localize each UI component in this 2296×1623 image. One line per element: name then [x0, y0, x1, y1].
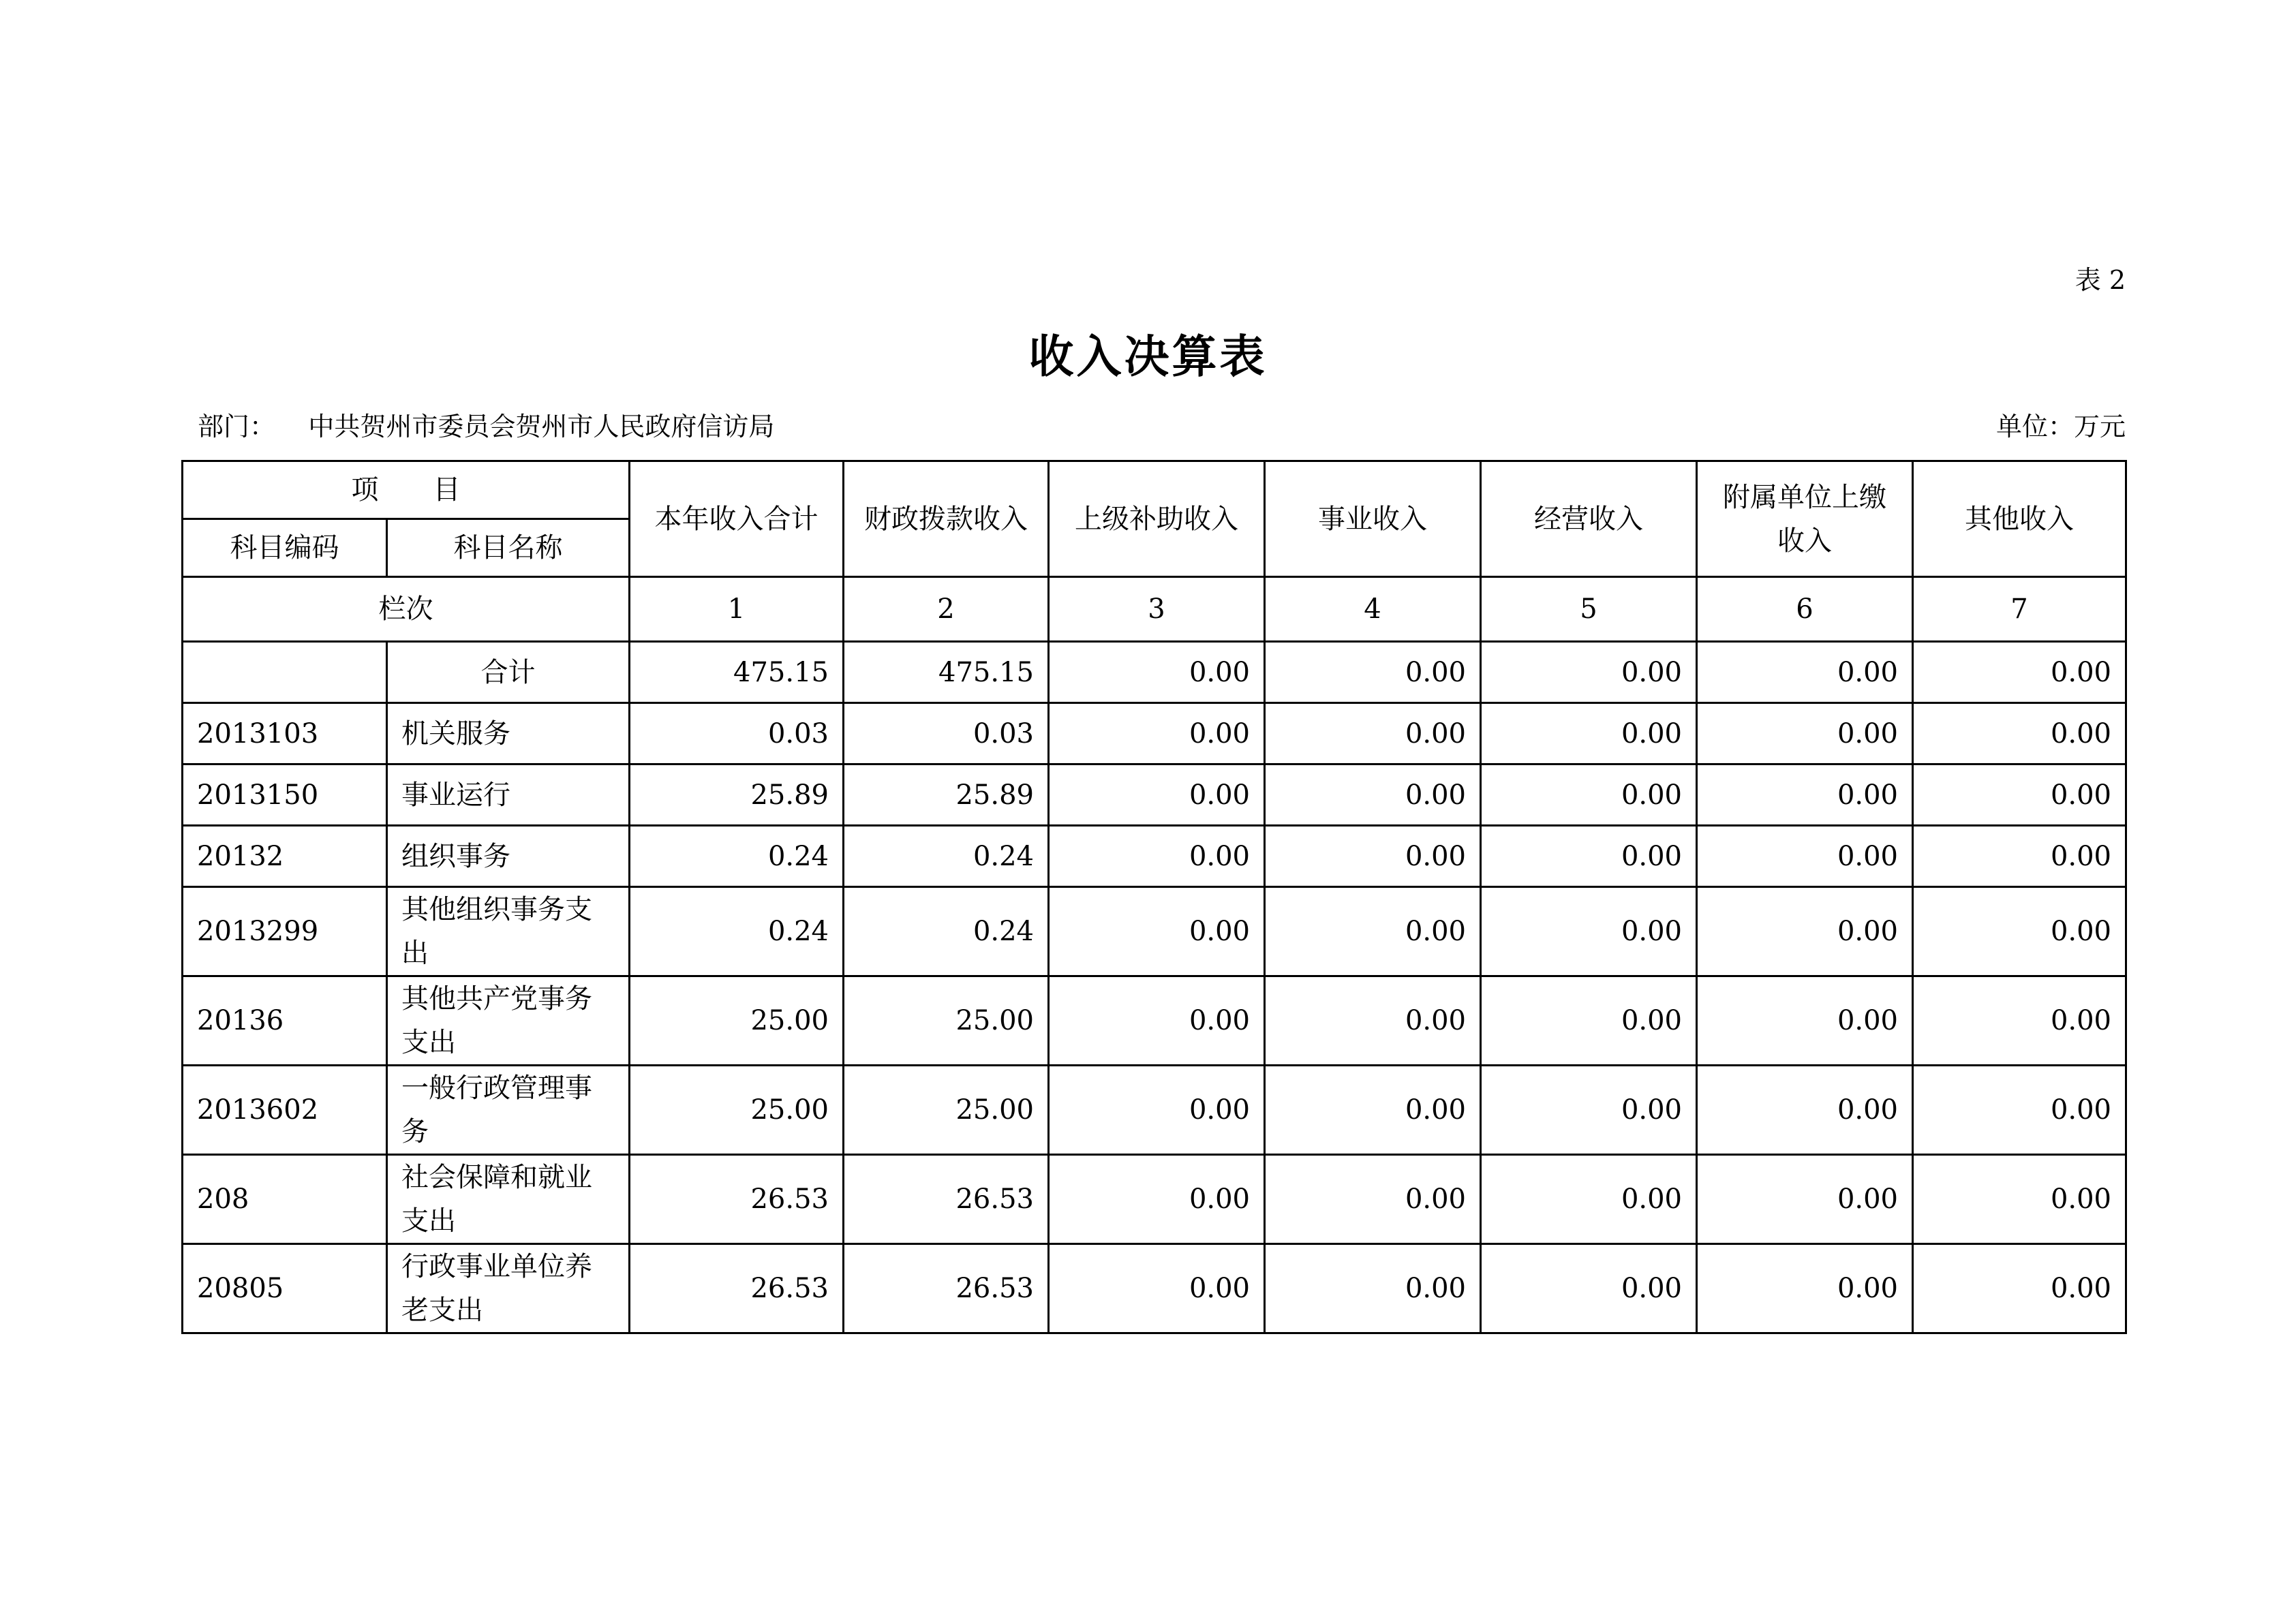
index-cell: 2	[844, 577, 1049, 642]
value-cell: 0.00	[1265, 887, 1481, 976]
header-col-3: 上级补助收入	[1049, 461, 1265, 577]
value-cell: 0.00	[1049, 703, 1265, 764]
subject-code: 2013299	[183, 887, 387, 976]
value-cell: 0.00	[1697, 1244, 1913, 1333]
header-col-2: 财政拨款收入	[844, 461, 1049, 577]
value-cell: 0.00	[1049, 764, 1265, 826]
index-cell: 1	[630, 577, 844, 642]
subject-code	[183, 642, 387, 703]
department-line	[198, 405, 774, 443]
subject-name: 其他组织事务支出	[387, 887, 630, 976]
subject-name: 合计	[387, 642, 630, 703]
table-row	[183, 764, 2126, 826]
value-cell: 0.00	[1049, 1244, 1265, 1333]
index-label: 栏次	[183, 577, 630, 642]
value-cell: 0.00	[1265, 976, 1481, 1066]
value-cell: 0.24	[630, 887, 844, 976]
header-name: 科目名称	[387, 519, 630, 577]
value-cell: 0.00	[1481, 1244, 1697, 1333]
value-cell: 0.00	[1049, 1155, 1265, 1244]
table-row	[183, 826, 2126, 887]
value-cell: 0.24	[844, 887, 1049, 976]
subject-code: 2013602	[183, 1066, 387, 1155]
value-cell: 0.24	[630, 826, 844, 887]
value-cell: 0.00	[1265, 642, 1481, 703]
subject-name: 行政事业单位养老支出	[387, 1244, 630, 1333]
header-col-1: 本年收入合计	[630, 461, 844, 577]
value-cell: 0.00	[1913, 1155, 2126, 1244]
value-cell: 25.89	[630, 764, 844, 826]
value-cell: 0.00	[1913, 703, 2126, 764]
header-col-5: 经营收入	[1481, 461, 1697, 577]
value-cell: 0.00	[1913, 1244, 2126, 1333]
header-row	[183, 461, 2126, 519]
value-cell: 0.00	[1049, 1066, 1265, 1155]
table-row	[183, 1066, 2126, 1155]
value-cell: 0.00	[1697, 1155, 1913, 1244]
subject-name: 社会保障和就业支出	[387, 1155, 630, 1244]
value-cell: 475.15	[630, 642, 844, 703]
value-cell: 0.00	[1697, 1066, 1913, 1155]
value-cell: 0.00	[1481, 826, 1697, 887]
subject-code: 20132	[183, 826, 387, 887]
value-cell: 26.53	[630, 1155, 844, 1244]
value-cell: 0.00	[1913, 1066, 2126, 1155]
value-cell: 26.53	[844, 1155, 1049, 1244]
index-cell: 6	[1697, 577, 1913, 642]
table-row	[183, 887, 2126, 976]
value-cell: 0.00	[1697, 976, 1913, 1066]
subject-name: 其他共产党事务支出	[387, 976, 630, 1066]
value-cell: 0.00	[1481, 642, 1697, 703]
index-row	[183, 577, 2126, 642]
header-col-7: 其他收入	[1913, 461, 2126, 577]
value-cell: 0.00	[1481, 703, 1697, 764]
value-cell: 0.00	[1913, 887, 2126, 976]
income-table	[181, 460, 2127, 1334]
table-number: 表 2	[2075, 265, 2126, 295]
value-cell: 0.00	[1913, 826, 2126, 887]
header-code: 科目编码	[183, 519, 387, 577]
table-row	[183, 703, 2126, 764]
value-cell: 26.53	[630, 1244, 844, 1333]
department-label: 部门：	[198, 412, 276, 442]
value-cell: 0.00	[1049, 976, 1265, 1066]
subject-name: 事业运行	[387, 764, 630, 826]
value-cell: 0.03	[844, 703, 1049, 764]
value-cell: 25.00	[630, 976, 844, 1066]
table-row	[183, 1244, 2126, 1333]
header-item: 项 目	[183, 461, 630, 519]
value-cell: 0.00	[1265, 764, 1481, 826]
header-col-4: 事业收入	[1265, 461, 1481, 577]
subject-code: 2013150	[183, 764, 387, 826]
subject-code: 2013103	[183, 703, 387, 764]
table-row	[183, 642, 2126, 703]
value-cell: 0.00	[1265, 826, 1481, 887]
department-name: 中共贺州市委员会贺州市人民政府信访局	[308, 412, 775, 442]
unit-label: 单位：万元	[1995, 412, 2126, 442]
table-row	[183, 1155, 2126, 1244]
value-cell: 25.00	[844, 976, 1049, 1066]
value-cell: 0.00	[1697, 826, 1913, 887]
table-row	[183, 976, 2126, 1066]
value-cell: 0.00	[1049, 826, 1265, 887]
value-cell: 0.00	[1049, 642, 1265, 703]
value-cell: 0.00	[1697, 764, 1913, 826]
value-cell: 0.00	[1913, 976, 2126, 1066]
value-cell: 25.00	[844, 1066, 1049, 1155]
value-cell: 0.00	[1481, 1066, 1697, 1155]
value-cell: 0.00	[1049, 887, 1265, 976]
value-cell: 0.00	[1697, 642, 1913, 703]
subject-code: 20136	[183, 976, 387, 1066]
value-cell: 0.24	[844, 826, 1049, 887]
index-cell: 4	[1265, 577, 1481, 642]
value-cell: 26.53	[844, 1244, 1049, 1333]
subject-code: 208	[183, 1155, 387, 1244]
page-title: 收入决算表	[1028, 330, 1268, 383]
value-cell: 0.00	[1913, 642, 2126, 703]
value-cell: 0.00	[1265, 1244, 1481, 1333]
value-cell: 0.00	[1481, 1155, 1697, 1244]
value-cell: 475.15	[844, 642, 1049, 703]
subject-name: 机关服务	[387, 703, 630, 764]
value-cell: 0.03	[630, 703, 844, 764]
index-cell: 7	[1913, 577, 2126, 642]
index-cell: 3	[1049, 577, 1265, 642]
header-col-6: 附属单位上缴收入	[1697, 461, 1913, 577]
subject-code: 20805	[183, 1244, 387, 1333]
value-cell: 0.00	[1265, 1155, 1481, 1244]
subject-name: 一般行政管理事务	[387, 1066, 630, 1155]
subject-name: 组织事务	[387, 826, 630, 887]
value-cell: 25.00	[630, 1066, 844, 1155]
value-cell: 0.00	[1481, 887, 1697, 976]
value-cell: 0.00	[1697, 887, 1913, 976]
value-cell: 0.00	[1265, 1066, 1481, 1155]
value-cell: 0.00	[1481, 976, 1697, 1066]
value-cell: 0.00	[1481, 764, 1697, 826]
value-cell: 25.89	[844, 764, 1049, 826]
value-cell: 0.00	[1265, 703, 1481, 764]
index-cell: 5	[1481, 577, 1697, 642]
value-cell: 0.00	[1913, 764, 2126, 826]
value-cell: 0.00	[1697, 703, 1913, 764]
